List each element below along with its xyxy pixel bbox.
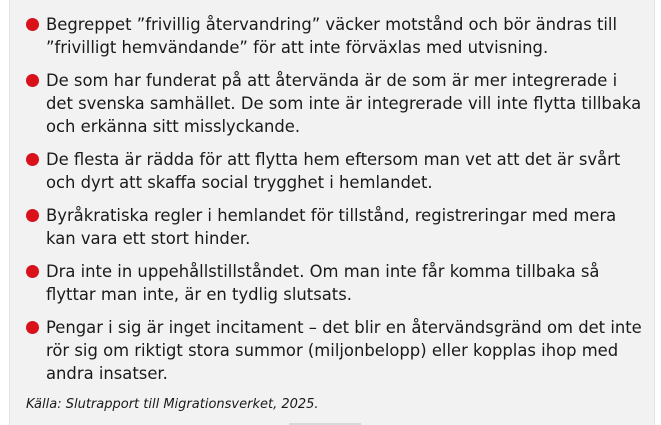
list-item-text: De flesta är rädda för att flytta hem eftersom man vet att det är svårt och dyrt att skaffa social trygghet i hemlandet. <box>46 150 621 192</box>
list-item <box>26 13 648 59</box>
list-item-text: Dra inte in uppehållstillståndet. Om man inte får komma tillbaka så flyttar man inte, är en tydlig slutsats. <box>46 262 600 304</box>
list-item <box>26 316 648 385</box>
list-item-text: Pengar i sig är inget incitament – det blir en återvändsgränd om det inte rör sig om riktigt stora summor (miljonbelopp) eller kopplas ihop med andra insatser. <box>46 318 642 383</box>
bullet-dot-icon <box>26 153 39 166</box>
list-item-text: Begreppet ”frivillig återvandring” väcker motstånd och bör ändras till ”frivilligt hemvändande” för att inte förväxlas med utvisning. <box>46 15 618 57</box>
bullet-dot-icon <box>26 18 39 31</box>
list-item <box>26 148 648 194</box>
fact-box <box>9 0 655 425</box>
list-item <box>26 204 648 250</box>
source-caption: Källa: Slutrapport till Migrationsverket, 2025. <box>26 397 319 412</box>
bullet-dot-icon <box>26 209 39 222</box>
bullet-dot-icon <box>26 74 39 87</box>
bullet-dot-icon <box>26 265 39 278</box>
bullet-dot-icon <box>26 321 39 334</box>
list-item <box>26 260 648 306</box>
list-item-text: De som har funderat på att återvända är de som är mer integrerade i det svenska samhället. De som inte är integrerade vill inte flytta tillbaka och erkänna sitt misslyckande. <box>46 71 642 136</box>
list-item <box>26 69 648 138</box>
list-item-text: Byråkratiska regler i hemlandet för tillstånd, registreringar med mera kan vara ett stort hinder. <box>46 206 617 248</box>
bullet-list <box>26 13 648 395</box>
